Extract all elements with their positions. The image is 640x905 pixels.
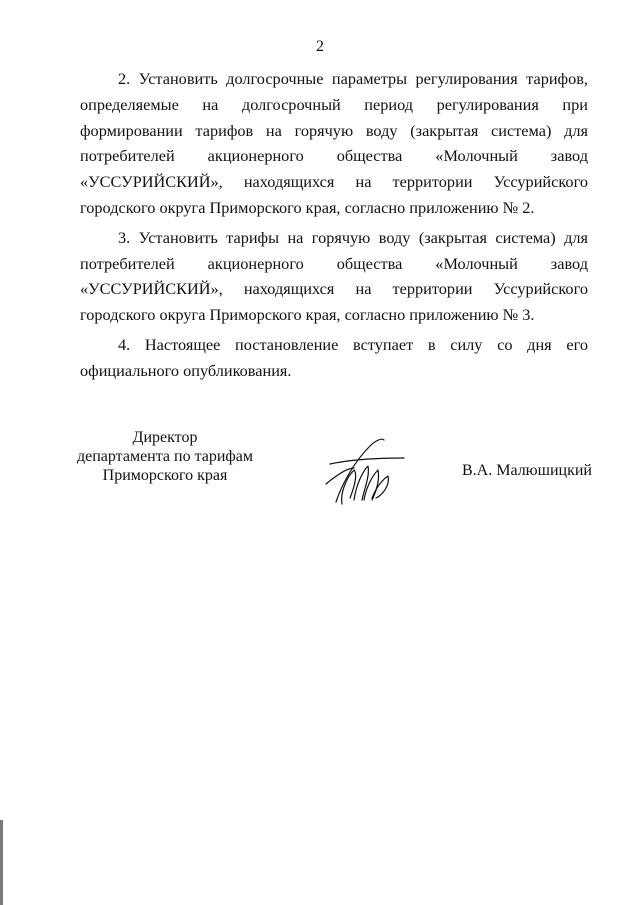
handwritten-signature	[320, 428, 410, 513]
signer-position-line: Приморского края	[102, 467, 228, 484]
paragraph-3: 3. Установить тарифы на горячую воду (закрытая система) для потребителей акционерного общества «Молочный завод «УССУРИЙСКИЙ», находящихся на территории Уссурийского городского округа Приморского края, согласно приложению № 3.	[80, 227, 588, 325]
signer-position-line: Директор	[132, 429, 198, 446]
paragraph-4: 4. Настоящее постановление вступает в силу со дня его официального опубликования.	[80, 334, 588, 380]
page-number: 2	[316, 38, 324, 55]
document-body	[80, 66, 588, 388]
signer-position-line: департамента по тарифам	[76, 448, 254, 465]
signer-position	[70, 428, 260, 485]
signature-block	[0, 428, 640, 538]
signer-name: В.А. Малюшицкий	[462, 462, 592, 479]
scan-edge-mark	[0, 820, 3, 905]
paragraph-2: 2. Установить долгосрочные параметры регулирования тарифов, определяемые на долгосрочный период регулирования при формировании тарифов на горячую воду (закрытая система) для потребителей акционерного общества «Молочный завод «УССУРИЙСКИЙ», находящихся на территории Уссурийского городского округа Приморского края, согласно приложению № 2.	[80, 69, 588, 217]
